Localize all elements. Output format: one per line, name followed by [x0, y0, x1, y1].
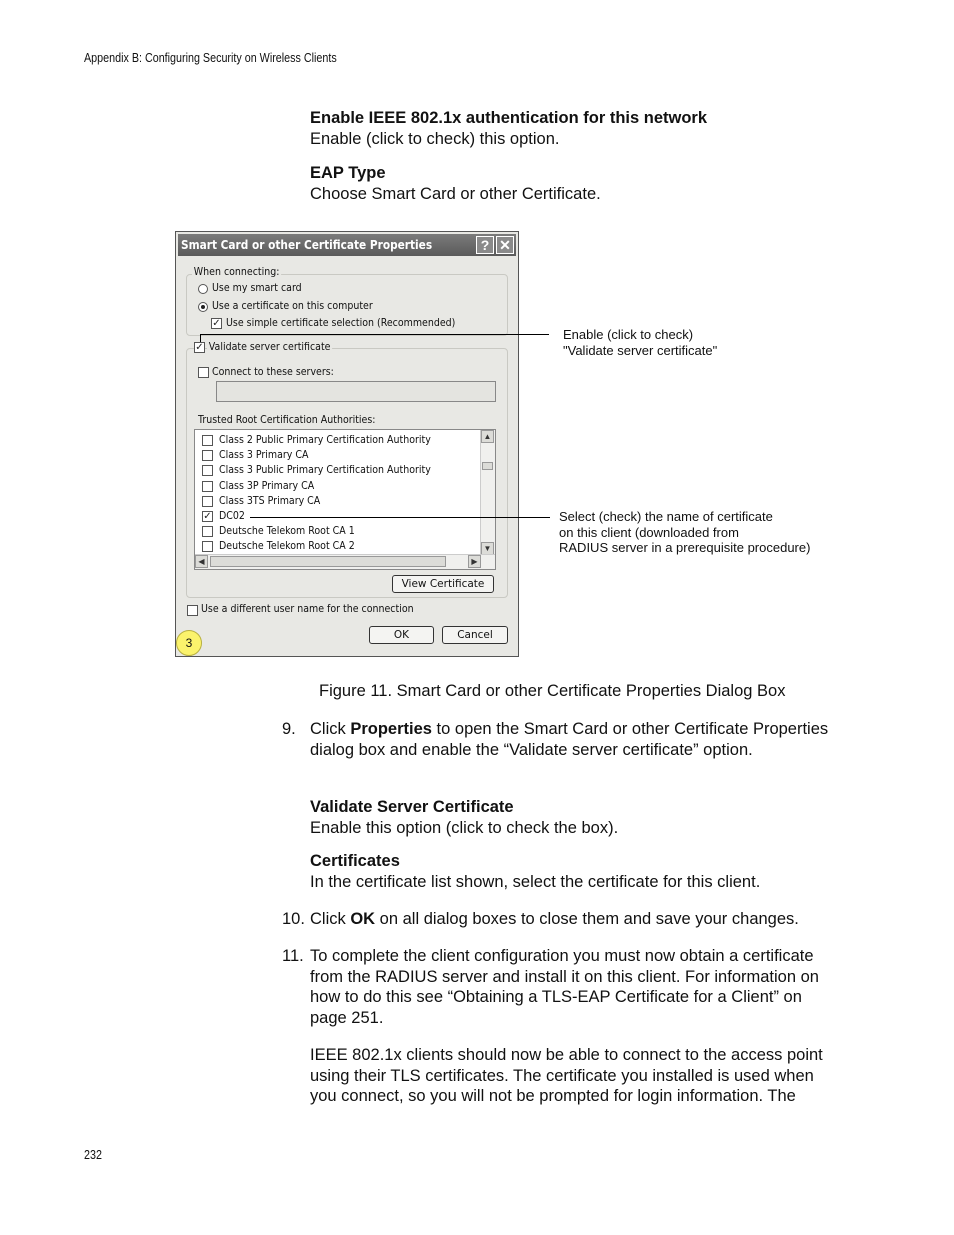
certificate-list-item[interactable]	[195, 433, 479, 448]
step-text: Click	[310, 910, 351, 928]
scroll-right-icon[interactable]: ▶	[468, 555, 481, 568]
connect-servers-label: Connect to these servers:	[212, 366, 334, 378]
view-certificate-button[interactable]: View Certificate	[392, 575, 494, 593]
connect-servers-checkbox[interactable]	[198, 367, 209, 378]
intro-title: Enable IEEE 802.1x authentication for this network	[310, 109, 708, 127]
certificate-name: DC02	[219, 510, 245, 522]
certificate-name: Class 2 Public Primary Certification Authority	[219, 434, 431, 446]
radio-smart-card-label: Use my smart card	[212, 282, 302, 294]
different-user-label: Use a different user name for the connection	[201, 603, 414, 615]
intro-text: Enable (click to check) this option.	[310, 129, 560, 148]
ok-button[interactable]: OK	[369, 626, 434, 644]
step-10-text	[310, 909, 850, 930]
step-number: 11.	[282, 947, 304, 965]
sub-item-validate	[310, 797, 850, 838]
sub-text: Enable this option (click to check the box).	[310, 818, 619, 837]
page-number: 232	[84, 1148, 102, 1162]
certificate-name: Class 3 Public Primary Certification Authority	[219, 464, 431, 477]
certificate-checkbox[interactable]	[202, 450, 213, 461]
certificate-checkbox[interactable]	[202, 435, 213, 446]
certificate-checkbox[interactable]	[202, 526, 213, 537]
callout-line: RADIUS server in a prerequisite procedure)	[559, 540, 811, 555]
certificate-name: Class 3TS Primary CA	[219, 494, 321, 507]
sub-title: Certificates	[310, 852, 400, 870]
simple-selection-label: Use simple certificate selection (Recommended)	[226, 317, 456, 329]
certificate-name: Deutsche Telekom Root CA 2	[219, 540, 355, 553]
list-vertical-scrollbar[interactable]	[480, 430, 495, 555]
scroll-thumb[interactable]	[482, 462, 493, 470]
radio-certificate-label: Use a certificate on this computer	[212, 300, 373, 312]
list-horizontal-scrollbar[interactable]	[195, 554, 495, 569]
scroll-down-icon[interactable]: ▼	[481, 542, 494, 555]
step-bold: Properties	[350, 720, 432, 738]
step-badge: 3	[176, 630, 202, 656]
certificate-checkbox[interactable]	[202, 465, 213, 476]
certificate-list-item[interactable]	[195, 494, 479, 509]
certificate-list-item[interactable]	[195, 524, 479, 539]
sub-text: In the certificate list shown, select the certificate for this client.	[310, 872, 761, 891]
certificate-list-item[interactable]	[195, 448, 479, 463]
step-11-text: To complete the client configuration you must now obtain a certificate from the RADIUS server and install it on this client. For information on how to do this see “Obtaining a TLS-EAP Certificate for a Client” on page 251.	[310, 947, 819, 1027]
scroll-left-icon[interactable]: ◀	[195, 555, 208, 568]
callout-line: Select (check) the name of certificate	[559, 509, 773, 524]
step-bold: OK	[350, 910, 376, 928]
servers-input[interactable]	[216, 381, 496, 402]
radio-smart-card[interactable]	[198, 284, 208, 294]
select-leader-line	[250, 517, 550, 518]
help-icon[interactable]: ?	[476, 236, 494, 254]
validate-server-checkbox[interactable]: ✓	[195, 342, 204, 353]
callout-line: on this client (downloaded from	[559, 524, 739, 540]
close-icon[interactable]: ✕	[496, 236, 514, 254]
different-user-checkbox[interactable]	[187, 605, 198, 616]
simple-selection-checkbox[interactable]: ✓	[212, 318, 221, 329]
when-connecting-label: When connecting:	[193, 266, 280, 278]
h-scroll-thumb[interactable]	[210, 556, 446, 567]
step-number: 10.	[282, 910, 305, 928]
figure-caption: Figure 11. Smart Card or other Certificate Properties Dialog Box	[319, 682, 786, 700]
certificate-list-item[interactable]	[195, 479, 479, 494]
callout-line: Enable (click to check)	[563, 327, 694, 342]
validate-server-label: Validate server certificate	[208, 341, 331, 353]
step-text: Click	[310, 720, 351, 738]
certificate-list-item[interactable]	[195, 463, 479, 478]
intro-text: Choose Smart Card or other Certificate.	[310, 184, 601, 203]
cancel-button[interactable]: Cancel	[442, 626, 508, 644]
certificate-list-item[interactable]	[195, 539, 479, 554]
callout-line: "Validate server certificate"	[563, 342, 718, 358]
step-number: 9.	[282, 720, 296, 738]
certificate-checkbox[interactable]	[202, 496, 213, 507]
intro-item-ieee	[310, 108, 850, 149]
intro-item-eap	[310, 163, 850, 204]
dialog-title: Smart Card or other Certificate Properties	[181, 238, 433, 252]
validate-leader-line	[200, 334, 549, 335]
trusted-root-label: Trusted Root Certification Authorities:	[198, 414, 376, 426]
radio-certificate[interactable]	[198, 302, 208, 312]
certificate-checkbox[interactable]	[202, 481, 213, 492]
sub-title: Validate Server Certificate	[310, 798, 514, 816]
sub-item-certificates	[310, 851, 850, 892]
dialog-titlebar	[178, 234, 516, 256]
certificate-checkbox[interactable]: ✓	[203, 511, 212, 522]
step-text: to open the Smart Card or other Certificate Properties dialog box and enable the “Validate server certificate” option.	[310, 720, 829, 759]
certificate-properties-dialog	[175, 231, 519, 657]
certificate-name: Deutsche Telekom Root CA 1	[219, 525, 355, 538]
intro-title: EAP Type	[310, 164, 386, 182]
certificate-checkbox[interactable]	[202, 541, 213, 552]
certificate-name: Class 3P Primary CA	[219, 479, 315, 492]
trusted-root-list[interactable]	[194, 429, 496, 570]
callout-select	[559, 509, 810, 556]
certificate-name: Class 3 Primary CA	[219, 449, 309, 462]
step-9-text	[310, 719, 840, 760]
closing-paragraph: IEEE 802.1x clients should now be able to connect to the access point using their TLS certificates. The certificate you installed is used when you connect, so you will not be prompted for login information. The	[310, 1046, 823, 1105]
step-text: on all dialog boxes to close them and save your changes.	[375, 910, 799, 928]
scroll-up-icon[interactable]: ▲	[481, 430, 494, 443]
running-header: Appendix B: Configuring Security on Wireless Clients	[84, 51, 337, 65]
callout-validate	[563, 327, 717, 358]
